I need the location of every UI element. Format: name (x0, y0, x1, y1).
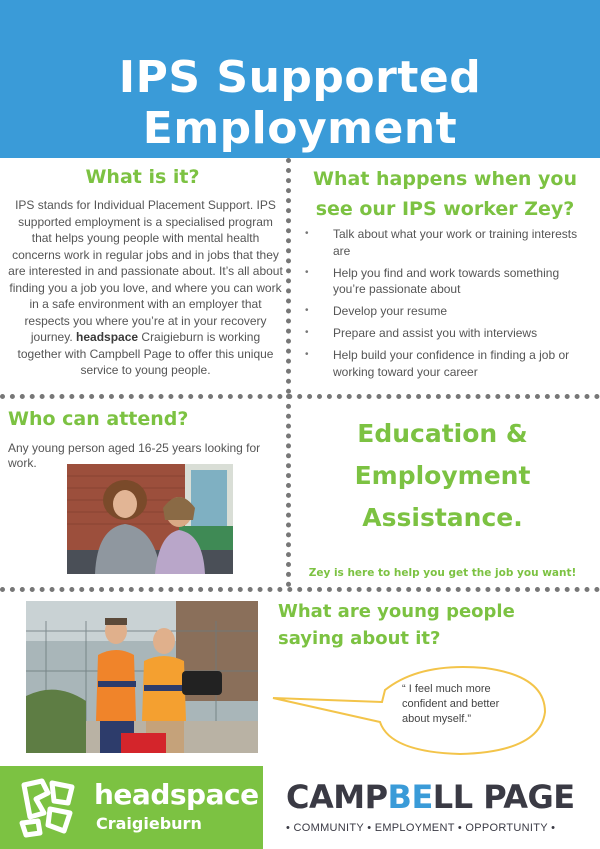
what-is-it-heading: What is it? (85, 166, 200, 188)
photo-young-people-talking (67, 464, 233, 574)
divider-horizontal-lower (0, 587, 600, 592)
list-item: • Help build your confidence in finding a job or working toward your career (305, 347, 590, 380)
headspace-bold: headspace (76, 330, 139, 344)
campbell-page-wordmark: CAMPBELL PAGE (286, 778, 575, 816)
campbell-page-tagline: • COMMUNITY • EMPLOYMENT • OPPORTUNITY • (286, 822, 556, 834)
campbell-page-logo (270, 766, 600, 849)
assistance-heading: Education & Employment Assistance. (354, 419, 531, 532)
testimonial-quote: “ I feel much more confident and better about myself.” (402, 683, 500, 725)
headspace-icon (14, 773, 84, 839)
headspace-wordmark: headspace (94, 778, 259, 811)
assistance-tagline: Zey is here to help you get the job you want! (308, 567, 577, 579)
who-can-attend-text: Any young person aged 16-25 years looking for work. (8, 441, 261, 470)
list-item: • Develop your resume (305, 303, 590, 320)
who-can-attend-heading: Who can attend? (8, 408, 189, 430)
list-item: • Prepare and assist you with interviews (305, 325, 590, 342)
title-banner (0, 0, 600, 158)
page-title: IPS Supported Employment (118, 52, 482, 154)
list-item: • Talk about what your work or training interests are (305, 226, 590, 259)
list-item: • Help you find and work towards something you’re passionate about (305, 265, 590, 298)
divider-vertical-top (286, 158, 291, 394)
photo-workers-hi-vis (26, 601, 258, 753)
what-happens-list (305, 226, 590, 386)
what-happens-heading: What happens when you see our IPS worker Zey? (313, 168, 577, 220)
headspace-logo (0, 766, 263, 849)
young-people-saying-heading: What are young people saying about it? (278, 601, 515, 649)
divider-horizontal-mid (0, 394, 600, 399)
headspace-location: Craigieburn (96, 814, 202, 833)
what-is-it-text: IPS stands for Individual Placement Support. IPS supported employment is a specialised program that helps young people with mental health concerns work in regular jobs and in jobs that they are interested in and passionate about. It’s all about finding you a job you love, and where you can work in a safe environment with an employer that respects you where you’re at in your recovery journey. headspace Craigieburn is working together with Campbell Page to offer this unique service to young people. (8, 198, 283, 377)
